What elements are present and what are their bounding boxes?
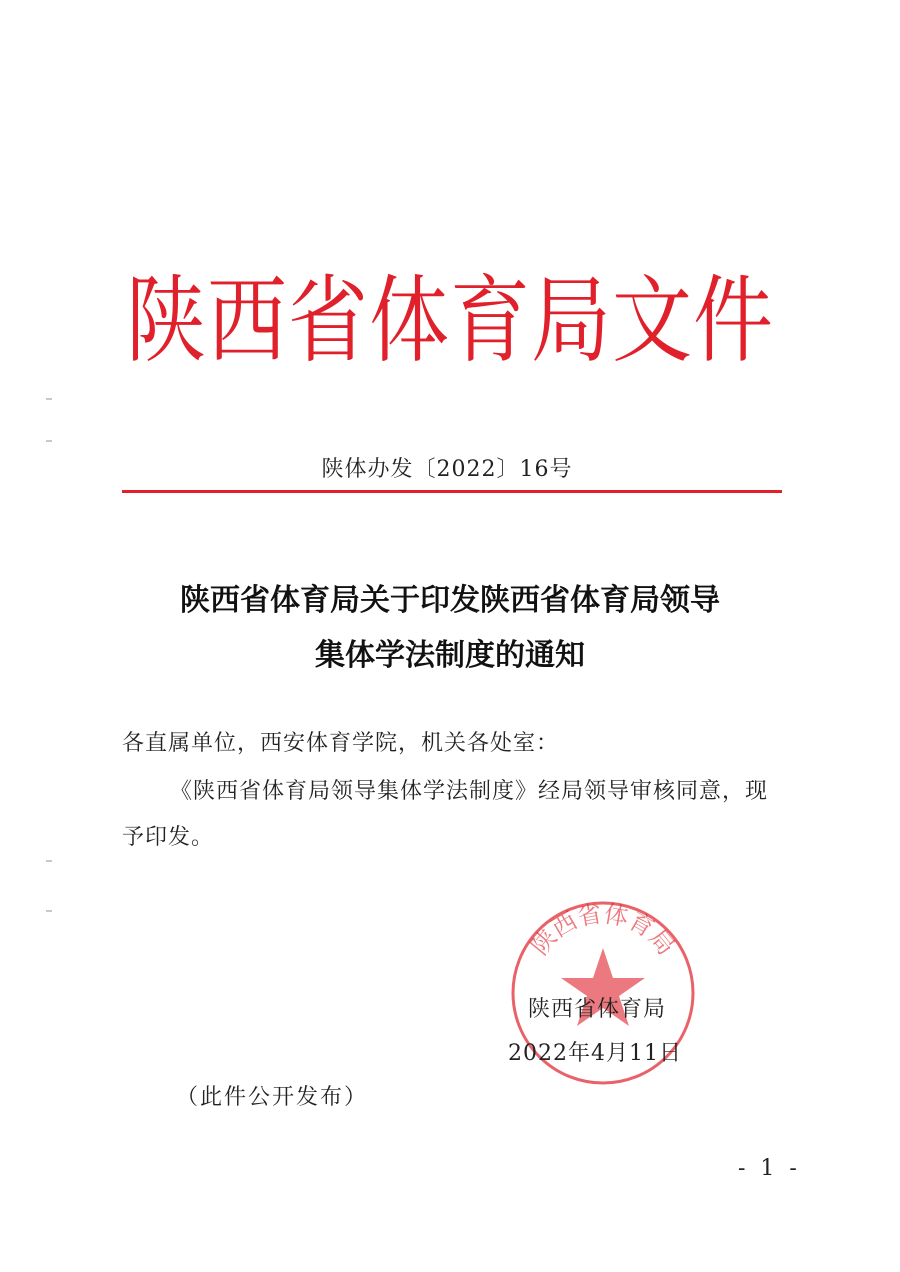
scan-margin-mark — [46, 910, 52, 912]
document-header-title: 陕西省体育局文件 — [126, 265, 774, 376]
notice-title-line2: 集体学法制度的通知 — [315, 638, 585, 673]
public-release-note: （此件公开发布） — [176, 1085, 369, 1110]
scan-margin-mark — [46, 860, 52, 862]
red-divider-line — [122, 490, 782, 493]
issue-date: 2022年4月11日 — [508, 1041, 682, 1066]
issuer-name: 陕西省体育局 — [528, 997, 667, 1022]
scan-margin-mark — [46, 398, 52, 400]
seal-ring-text: 陕西省体育局 — [525, 899, 681, 961]
body-paragraph-line2: 予印发。 — [122, 825, 215, 850]
scan-margin-mark — [46, 440, 52, 442]
body-paragraph-line1: 《陕西省体育局领导集体学法制度》经局领导审核同意，现 — [170, 779, 769, 804]
notice-title-line1: 陕西省体育局关于印发陕西省体育局领导 — [180, 583, 720, 618]
salutation: 各直属单位，西安体育学院，机关各处室： — [122, 731, 560, 756]
page-number: - 1 - — [738, 1156, 801, 1181]
document-number: 陕体办发〔2022〕16号 — [321, 457, 573, 482]
